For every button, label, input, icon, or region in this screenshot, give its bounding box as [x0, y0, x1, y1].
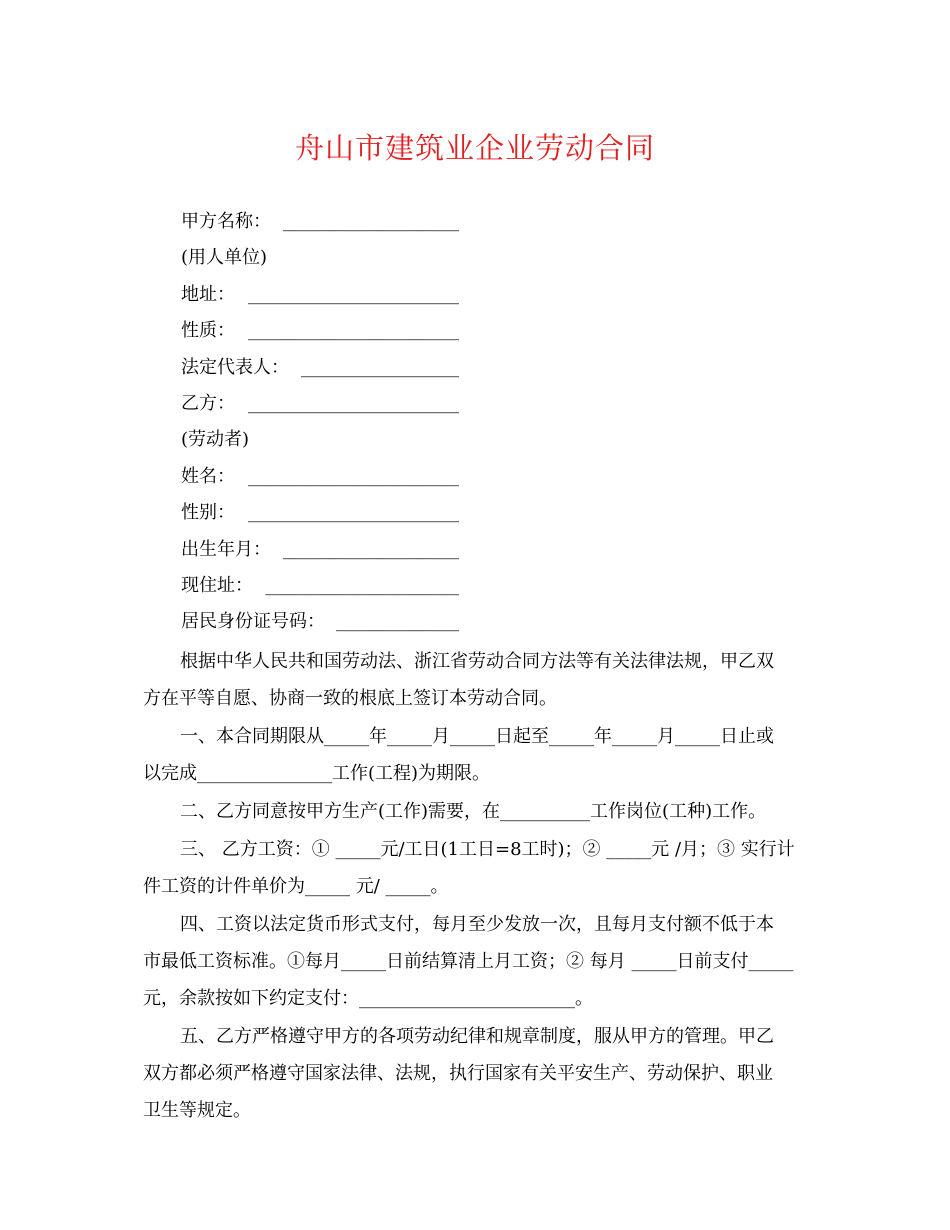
field-blank: ________________________: [247, 393, 459, 414]
field-row: [181, 464, 461, 490]
field-row: [181, 573, 461, 599]
field-label: 性别：: [181, 502, 235, 524]
field-label: (劳动者): [181, 429, 250, 451]
contract-paragraph: [143, 831, 808, 905]
field-blank: ______________: [335, 611, 459, 633]
paragraph-line: 根据中华人民共和国劳动法、浙江省劳动合同方法等有关法律法规，甲乙双: [180, 651, 774, 672]
field-row: [181, 355, 461, 381]
field-label: 出生年月：: [181, 538, 271, 560]
field-blank: __________________: [300, 356, 459, 378]
field-label: 现住址：: [181, 575, 253, 596]
contract-paragraph: [143, 718, 808, 792]
field-row: [181, 245, 461, 271]
paragraph-line: 四、工资以法定货币形式支付，每月至少发放一次，且每月支付额不低于本: [180, 914, 774, 935]
paragraph-line: 五、乙方严格遵守甲方的各项劳动纪律和规章制度，服从甲方的管理。甲乙: [180, 1026, 774, 1047]
field-blank: ________________________: [247, 502, 459, 524]
field-row: [181, 609, 461, 635]
paragraph-line: 市最低工资标准。①每月_____日前结算清上月工资；② 每月 _____日前支付_____: [143, 951, 794, 972]
field-row: [181, 318, 461, 344]
field-row: [181, 500, 461, 526]
field-label: 姓名：: [181, 465, 235, 487]
document-title: 舟山市建筑业企业劳动合同: [294, 131, 655, 165]
paragraph-line: 三、 乙方工资：① _____元/工日(1工日=8工时)；② _____元 /月；③ 实行计: [180, 839, 795, 860]
paragraph-line: 双方都必须严格遵守国家法律、法规，执行国家有关平安生产、劳动保护、职业: [143, 1063, 773, 1084]
paragraph-line: 元，余款按如下约定支付：________________________。: [143, 988, 593, 1009]
contract-paragraph: [143, 1018, 808, 1129]
field-row: [181, 391, 461, 417]
field-label: (用人单位): [181, 247, 268, 269]
field-label: 甲方名称：: [181, 211, 271, 232]
paragraph-line: 件工资的计件单价为_____ 元/ _____。: [143, 876, 449, 897]
paragraph-line: 一、本合同期限从_____年_____月_____日起至_____年_____月_____日止或: [180, 726, 774, 747]
field-label: 性质：: [181, 320, 235, 342]
field-blank: ________________________: [247, 465, 459, 487]
field-blank: ______________________: [265, 575, 459, 596]
field-blank: ________________________: [247, 320, 459, 342]
field-blank: ____________________: [282, 538, 459, 560]
field-blank: ________________________: [247, 283, 459, 305]
paragraph-line: 方在平等自愿、协商一致的根底上签订本劳动合同。: [143, 688, 557, 709]
field-row: [181, 427, 461, 453]
paragraph-line: 以完成_______________工作(工程)为期限。: [143, 763, 491, 784]
field-row: [181, 282, 461, 308]
field-label: 居民身份证号码：: [181, 611, 325, 633]
field-blank: ____________________: [282, 211, 459, 232]
field-row: [181, 537, 461, 563]
field-row: [181, 209, 461, 235]
contract-paragraph: [143, 906, 808, 1017]
field-label: 地址：: [181, 283, 235, 305]
contract-paragraph: [143, 793, 808, 830]
field-label: 法定代表人：: [181, 356, 289, 378]
field-label: 乙方：: [181, 393, 235, 414]
paragraph-line: 二、乙方同意按甲方生产(工作)需要，在__________工作岗位(工种)工作。: [180, 801, 767, 822]
paragraph-line: 卫生等规定。: [143, 1100, 251, 1121]
contract-paragraph: [143, 643, 808, 717]
